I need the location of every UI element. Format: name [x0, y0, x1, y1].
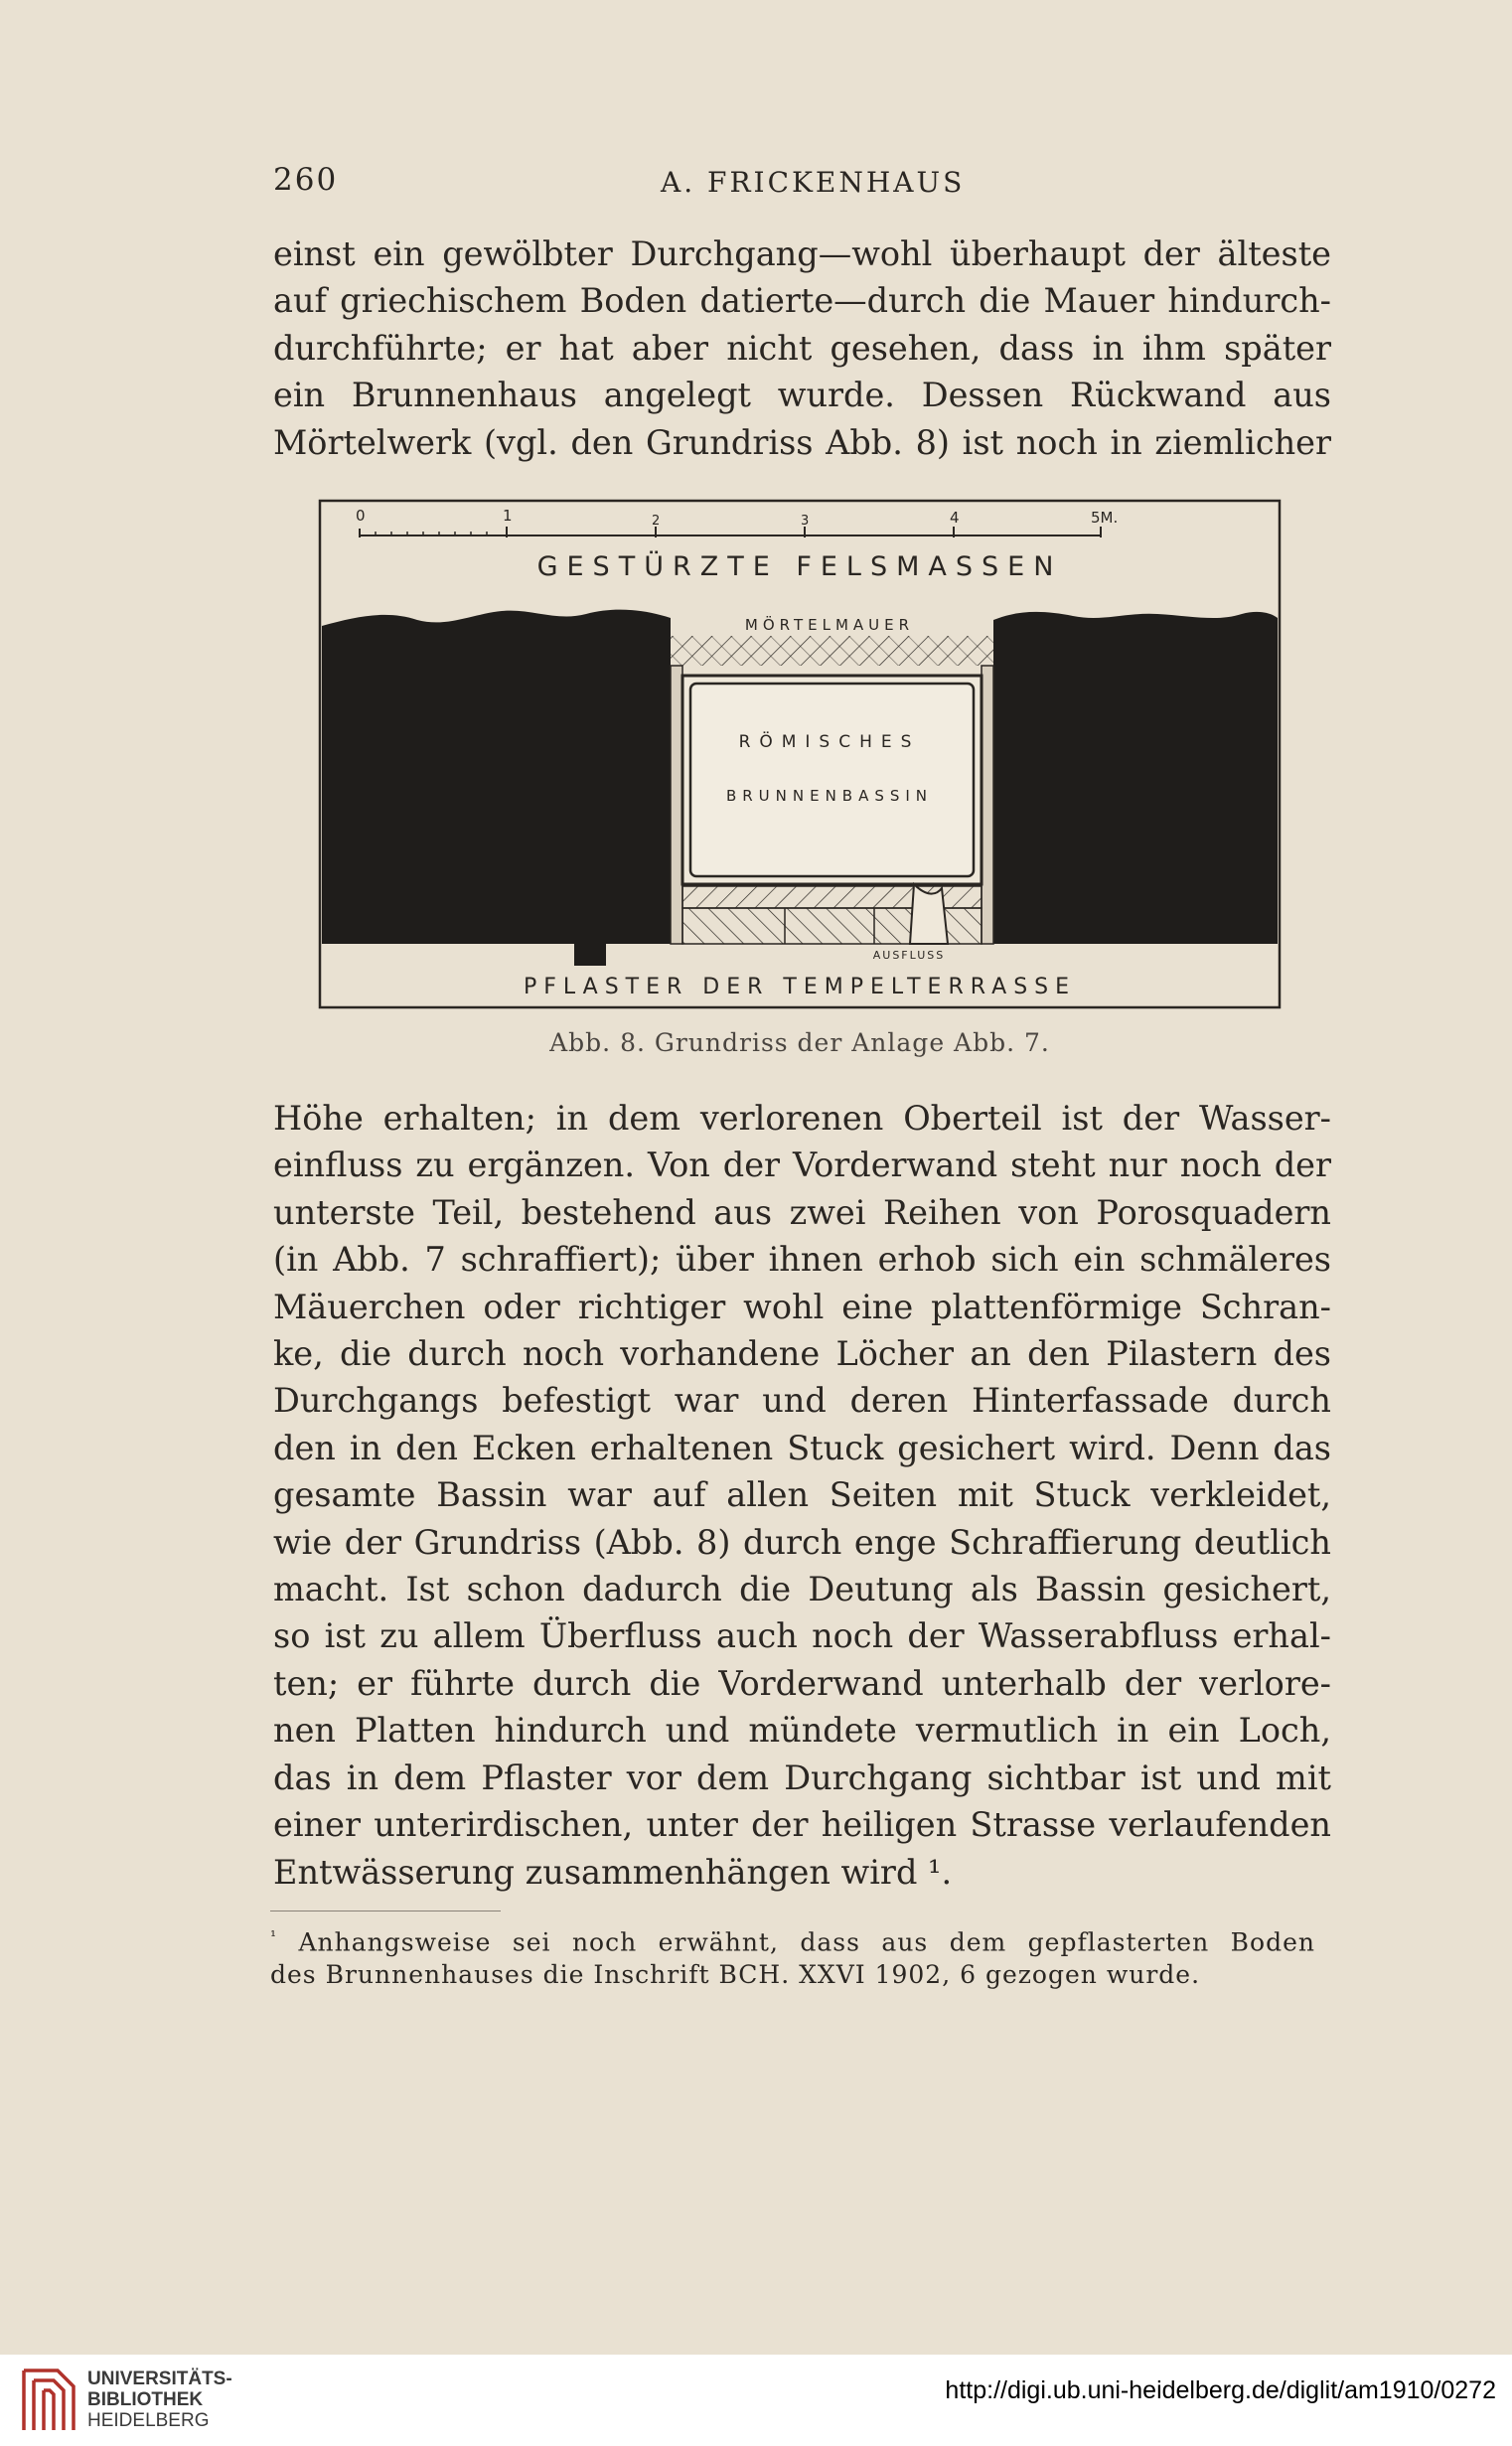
pilaster-left	[671, 666, 682, 944]
scale-tick-label: 5M.	[1091, 509, 1119, 527]
text-line: ten; er führte durch die Vorderwand unterhalb der verlore-	[273, 1663, 1331, 1703]
text-line: gesamte Bassin war auf allen Seiten mit Stuck verkleidet,	[273, 1475, 1331, 1515]
text-line: Höhe erhalten; in dem verlorenen Oberteil ist der Wasser-	[273, 1099, 1331, 1138]
scale-tick-label: 3	[801, 514, 810, 529]
page-number: 260	[273, 162, 339, 198]
text-line: Entwässerung zusammenhängen wird ¹.	[273, 1852, 953, 1892]
text-line: macht. Ist schon dadurch die Deutung als Bassin gesichert,	[273, 1570, 1331, 1609]
label-pavement: PFLASTER DER TEMPELTERRASSE	[523, 975, 1077, 999]
running-head: A. FRICKENHAUS	[661, 166, 966, 199]
permalink-url[interactable]: http://digi.ub.uni-heidelberg.de/diglit/am1910/0272	[945, 2376, 1496, 2404]
text-line: nen Platten hindurch und mündete vermutlich in ein Loch,	[273, 1711, 1331, 1751]
page-header	[273, 162, 1331, 206]
text-line: einer unterirdischen, unter der heiligen Strasse verlaufenden	[273, 1805, 1331, 1845]
library-name-line: UNIVERSITÄTS-	[87, 2369, 232, 2389]
text-line: einst ein gewölbter Durchgang—wohl überhaupt der älteste	[273, 234, 1331, 273]
footnote-line: des Brunnenhauses die Inschrift BCH. XXVI 1902, 6 gezogen wurde.	[270, 1960, 1201, 1990]
scale-tick-label: 0	[356, 507, 366, 525]
library-name-line: BIBLIOTHEK	[87, 2389, 204, 2410]
label-fallen-rock: GESTÜRZTE FELSMASSEN	[536, 551, 1063, 582]
rock-mass-left	[322, 610, 671, 966]
footnote-line	[270, 1920, 1315, 1958]
label-basin: BRUNNENBASSIN	[725, 787, 934, 805]
pilaster-right	[982, 666, 993, 944]
scale-tick-label: 4	[950, 509, 960, 527]
footnote-marker: ¹	[270, 1927, 278, 1945]
text-line: so ist zu allem Überfluss auch noch der Wasserabfluss erhal-	[273, 1616, 1331, 1656]
footnote-text: Anhangsweise sei noch erwähnt, dass aus dem gepflasterten Boden	[298, 1927, 1315, 1957]
text-line: das in dem Pflaster vor dem Durchgang sichtbar ist und mit	[273, 1758, 1331, 1797]
paragraph-2	[273, 1095, 1331, 1896]
viewer-footer	[0, 2355, 1512, 2446]
paragraph-1	[273, 230, 1331, 466]
library-name-line: HEIDELBERG	[87, 2410, 210, 2431]
label-mortar-wall: MÖRTELMAUER	[744, 616, 915, 634]
text-line: wie der Grundriss (Abb. 8) durch enge Schraffierung deutlich	[273, 1522, 1331, 1562]
rock-mass-right	[993, 612, 1278, 944]
text-line: Durchgangs befestigt war und deren Hinterfassade durch	[273, 1381, 1331, 1421]
text-line: durchführte; er hat aber nicht gesehen, dass in ihm später	[273, 328, 1331, 368]
basin-interior	[690, 684, 974, 876]
ground-plan-figure	[318, 499, 1282, 1010]
outflow-channel	[910, 884, 948, 944]
text-line: Mäuerchen oder richtiger wohl eine plattenförmige Schran-	[273, 1287, 1331, 1326]
text-line: unterste Teil, bestehend aus zwei Reihen von Porosquadern	[273, 1192, 1331, 1232]
ground-plan-drawing	[318, 499, 1282, 1010]
text-line: ke, die durch noch vorhandene Löcher an den Pilastern des	[273, 1334, 1331, 1374]
text-line: den in den Ecken erhaltenen Stuck gesichert wird. Denn das	[273, 1428, 1331, 1467]
text-line: (in Abb. 7 schraffiert); über ihnen erhob sich ein schmäleres	[273, 1240, 1331, 1280]
scale-bar	[356, 507, 1118, 537]
label-outflow: AUSFLUSS	[872, 949, 946, 962]
text-line: Mörtelwerk (vgl. den Grundriss Abb. 8) ist noch in ziemlicher	[273, 422, 1331, 462]
text-line: ein Brunnenhaus angelegt wurde. Dessen Rückwand aus	[273, 376, 1331, 415]
label-roman: RÖMISCHES	[738, 732, 921, 752]
footnote	[270, 1920, 1315, 1991]
text-line: auf griechischem Boden datierte—durch die Mauer hindurch-	[273, 281, 1331, 321]
library-name	[87, 2369, 232, 2431]
library-logo-icon	[18, 2367, 79, 2434]
scale-tick-label: 1	[503, 507, 513, 525]
figure-caption: Abb. 8. Grundriss der Anlage Abb. 7.	[549, 1028, 1050, 1057]
scale-tick-label: 2	[652, 514, 661, 529]
text-line: einfluss zu ergänzen. Von der Vorderwand steht nur noch der	[273, 1146, 1331, 1185]
